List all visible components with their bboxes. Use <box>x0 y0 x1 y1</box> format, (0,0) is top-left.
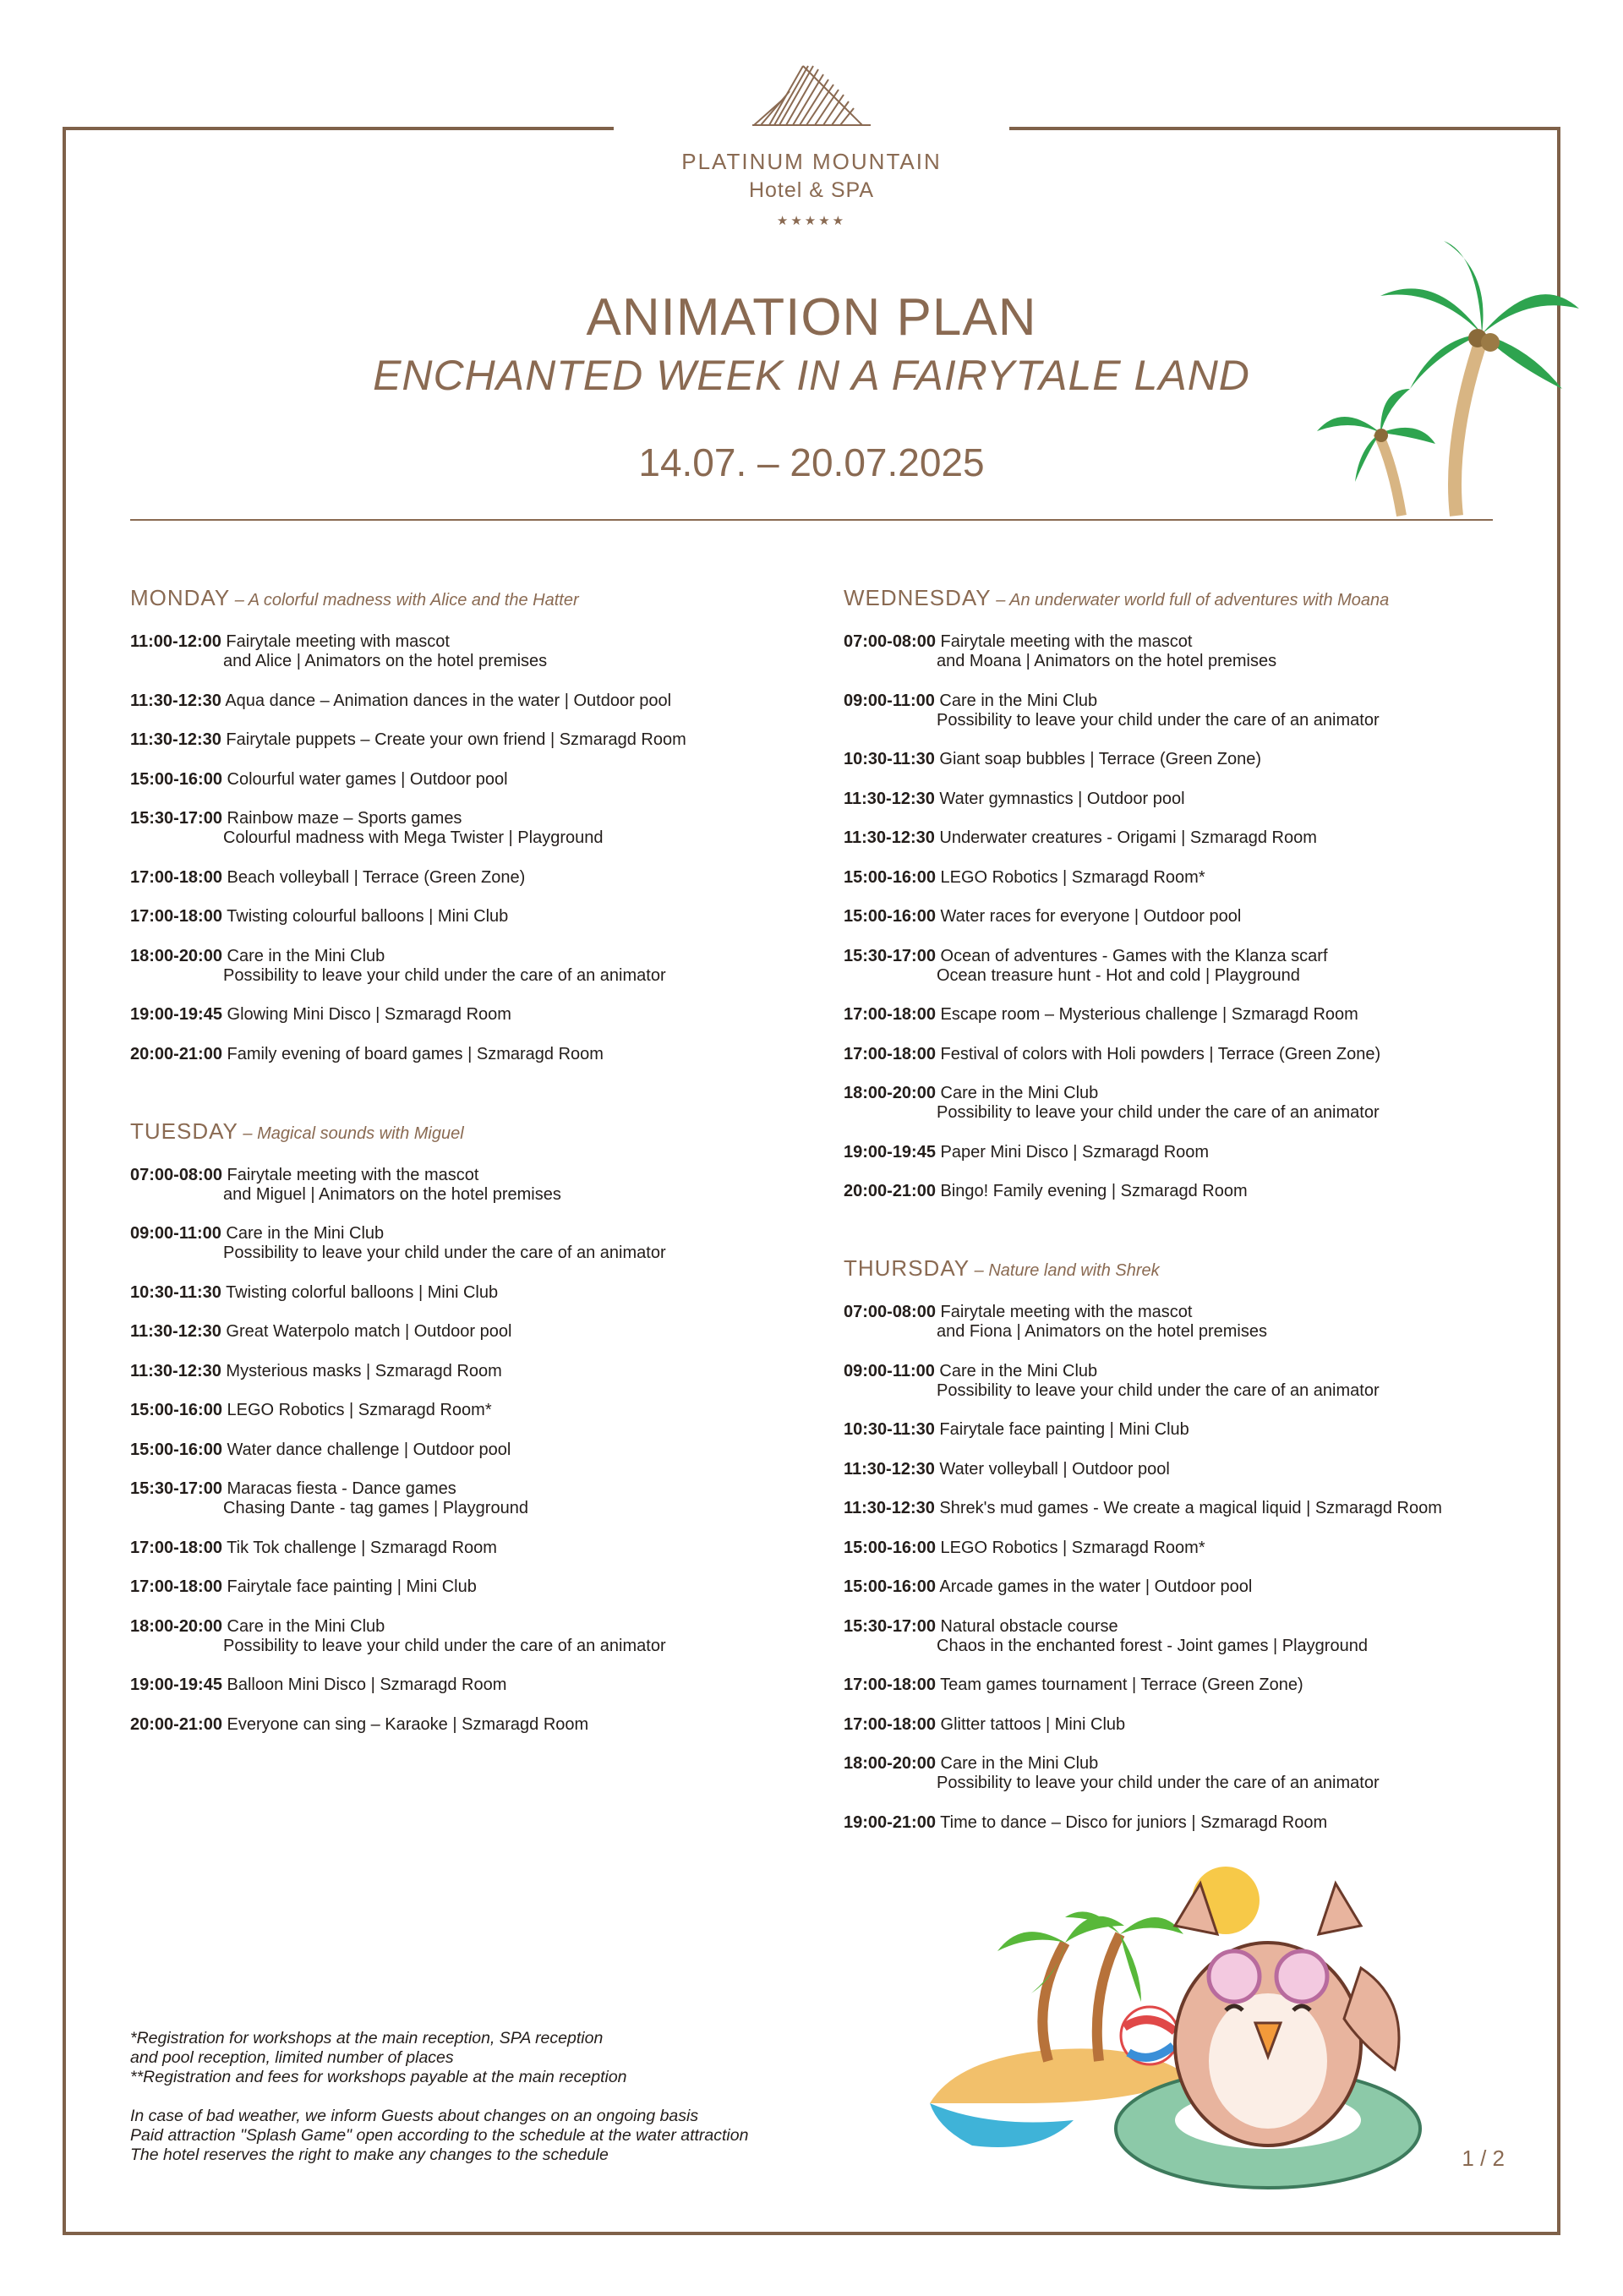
schedule-column-right <box>844 583 1554 1885</box>
event-description: Glowing Mini Disco | Szmaragd Room <box>221 1005 511 1024</box>
event-time: 17:00-18:00 <box>130 1577 222 1596</box>
event-item <box>130 632 840 671</box>
owl-beach-illustration <box>921 1850 1429 2205</box>
event-item <box>130 907 840 927</box>
event-time: 11:00-12:00 <box>130 632 221 651</box>
event-description: Escape room – Mysterious challenge | Szmaragd Room <box>935 1005 1358 1024</box>
frame-left <box>63 127 66 2235</box>
event-item <box>130 1577 840 1597</box>
frame-bottom <box>63 2232 1560 2235</box>
event-description: Twisting colourful balloons | Mini Club <box>221 907 509 926</box>
day-heading <box>844 1254 1554 1286</box>
event-item <box>130 1224 840 1263</box>
event-description: LEGO Robotics | Szmaragd Room* <box>221 1401 492 1419</box>
event-item <box>130 692 840 711</box>
event-description: Water dance challenge | Outdoor pool <box>221 1440 511 1459</box>
page-number: 1 / 2 <box>1462 2146 1505 2171</box>
event-detail: Chaos in the enchanted forest - Joint games | Playground <box>937 1636 1368 1655</box>
event-time: 18:00-20:00 <box>844 1084 936 1102</box>
note-line: Paid attraction "Splash Game" open according to the schedule at the water attraction <box>130 2126 749 2145</box>
event-description: Arcade games in the water | Outdoor pool <box>935 1577 1253 1596</box>
event-time: 10:30-11:30 <box>130 1282 221 1302</box>
event-time: 11:30-12:30 <box>844 828 935 847</box>
event-detail: Possibility to leave your child under the care of an animator <box>223 1636 666 1655</box>
event-item <box>844 1182 1554 1201</box>
event-item <box>844 692 1554 730</box>
event-description: Fairytale meeting with mascot <box>221 632 450 651</box>
event-item <box>844 1715 1554 1735</box>
hotel-subtitle: Hotel & SPA <box>748 178 875 202</box>
event-time: 15:00-16:00 <box>130 1440 222 1459</box>
event-item <box>130 770 840 790</box>
event-detail: and Fiona | Animators on the hotel premises <box>937 1322 1267 1341</box>
event-description: Shrek's mud games - We create a magical liquid | Szmaragd Room <box>934 1499 1442 1517</box>
event-item <box>844 1005 1554 1025</box>
event-item <box>130 1283 840 1303</box>
event-item <box>130 947 840 986</box>
event-description: Fairytale face painting | Mini Club <box>934 1420 1189 1439</box>
event-time: 17:00-18:00 <box>844 1714 936 1734</box>
event-item <box>844 828 1554 848</box>
event-time: 11:30-12:30 <box>844 1459 935 1479</box>
date-range: 14.07. – 20.07.2025 <box>638 440 985 484</box>
event-description: Time to dance – Disco for juniors | Szmaragd Room <box>935 1812 1328 1832</box>
hotel-name: PLATINUM MOUNTAIN <box>681 149 942 174</box>
note-line: *Registration for workshops at the main reception, SPA reception <box>130 2029 604 2047</box>
event-description: Underwater creatures - Origami | Szmaragd Room <box>934 828 1317 847</box>
event-time: 17:00-18:00 <box>130 907 222 926</box>
event-description: Care in the Mini Club <box>221 1616 385 1636</box>
day-name: THURSDAY <box>844 1255 970 1281</box>
schedule-column-left <box>130 583 840 1787</box>
page-subtitle: ENCHANTED WEEK IN A FAIRYTALE LAND <box>373 352 1250 399</box>
event-description: Maracas fiesta - Dance games <box>221 1479 456 1498</box>
event-detail: and Moana | Animators on the hotel premises <box>937 652 1277 670</box>
event-description: Ocean of adventures - Games with the Klanza scarf <box>935 946 1328 965</box>
event-item <box>844 907 1554 927</box>
event-item <box>844 1676 1554 1695</box>
event-item <box>844 1143 1554 1162</box>
event-item <box>844 1577 1554 1597</box>
event-time: 11:30-12:30 <box>844 789 935 808</box>
event-detail: Ocean treasure hunt - Hot and cold | Playground <box>937 965 1300 985</box>
event-item <box>130 1005 840 1025</box>
event-description: Glitter tattoos | Mini Club <box>935 1714 1126 1734</box>
event-time: 09:00-11:00 <box>130 1224 221 1243</box>
event-detail: Possibility to leave your child under the care of an animator <box>937 1103 1380 1122</box>
event-time: 10:30-11:30 <box>844 750 935 768</box>
day-heading <box>130 583 840 615</box>
frame-top-right <box>1009 127 1560 130</box>
event-description: Great Waterpolo match | Outdoor pool <box>221 1322 512 1341</box>
event-time: 09:00-11:00 <box>844 691 935 710</box>
frame-top-left <box>63 127 614 130</box>
event-description: Twisting colorful balloons | Mini Club <box>221 1282 499 1302</box>
event-time: 19:00-21:00 <box>844 1812 936 1832</box>
event-time: 20:00-21:00 <box>130 1044 222 1063</box>
event-description: Care in the Mini Club <box>934 691 1098 710</box>
day-heading <box>130 1117 840 1149</box>
event-time: 19:00-19:45 <box>130 1676 222 1694</box>
event-item <box>130 1617 840 1656</box>
event-time: 18:00-20:00 <box>130 1616 222 1636</box>
event-item <box>844 790 1554 809</box>
event-description: Natural obstacle course <box>935 1616 1118 1636</box>
event-time: 17:00-18:00 <box>130 867 222 887</box>
event-time: 07:00-08:00 <box>844 632 936 651</box>
event-time: 09:00-11:00 <box>844 1361 935 1380</box>
event-time: 11:30-12:30 <box>130 1322 221 1341</box>
event-time: 18:00-20:00 <box>844 1754 936 1773</box>
title-divider <box>130 519 1493 521</box>
event-time: 19:00-19:45 <box>130 1005 222 1024</box>
event-description: Festival of colors with Holi powders | Terrace (Green Zone) <box>935 1044 1381 1063</box>
event-description: Care in the Mini Club <box>221 1224 385 1243</box>
event-time: 19:00-19:45 <box>844 1142 936 1162</box>
day-monday <box>130 583 840 1064</box>
event-item <box>844 1045 1554 1064</box>
event-description: Fairytale puppets – Create your own friend | Szmaragd Room <box>221 730 686 749</box>
event-detail: Possibility to leave your child under the care of an animator <box>937 1380 1380 1400</box>
event-description: Mysterious masks | Szmaragd Room <box>221 1361 502 1380</box>
footer-notes <box>130 2029 942 2165</box>
event-detail: Possibility to leave your child under the care of an animator <box>937 710 1380 730</box>
event-item <box>130 1401 840 1420</box>
event-item <box>130 1676 840 1695</box>
note-line: and pool reception, limited number of places <box>130 2048 454 2067</box>
event-item <box>844 1084 1554 1123</box>
event-description: Care in the Mini Club <box>935 1084 1099 1102</box>
event-item <box>130 730 840 750</box>
event-item <box>844 1754 1554 1793</box>
event-time: 15:00-16:00 <box>844 1538 936 1557</box>
event-description: Paper Mini Disco | Szmaragd Room <box>935 1142 1210 1162</box>
event-description: Care in the Mini Club <box>221 946 385 965</box>
event-item <box>844 1303 1554 1342</box>
event-time: 15:00-16:00 <box>844 1577 936 1596</box>
event-item <box>130 1539 840 1558</box>
event-item <box>130 1322 840 1342</box>
event-description: Fairytale face painting | Mini Club <box>221 1577 477 1596</box>
note-line: The hotel reserves the right to make any changes to the schedule <box>130 2146 609 2164</box>
day-wednesday <box>844 583 1554 1201</box>
event-detail: Possibility to leave your child under the care of an animator <box>223 1244 666 1262</box>
event-item <box>844 750 1554 769</box>
event-item <box>844 1499 1554 1518</box>
hotel-logo <box>642 59 981 228</box>
event-description: Water gymnastics | Outdoor pool <box>934 789 1185 808</box>
event-time: 15:30-17:00 <box>130 809 222 828</box>
event-time: 15:00-16:00 <box>844 907 936 926</box>
event-time: 18:00-20:00 <box>130 946 222 965</box>
event-description: Balloon Mini Disco | Szmaragd Room <box>221 1676 507 1694</box>
event-item <box>130 1715 840 1735</box>
day-tuesday <box>130 1117 840 1735</box>
event-item <box>844 632 1554 671</box>
event-description: LEGO Robotics | Szmaragd Room* <box>935 1538 1205 1557</box>
event-time: 20:00-21:00 <box>130 1714 222 1734</box>
mountain-logo-icon <box>744 59 879 127</box>
event-detail: and Miguel | Animators on the hotel premises <box>223 1184 561 1204</box>
event-item <box>130 1440 840 1460</box>
event-description: Beach volleyball | Terrace (Green Zone) <box>221 867 526 887</box>
event-item <box>130 868 840 888</box>
event-description: LEGO Robotics | Szmaragd Room* <box>935 867 1205 887</box>
event-description: Everyone can sing – Karaoke | Szmaragd Room <box>221 1714 589 1734</box>
event-item <box>130 809 840 848</box>
hotel-stars: ★★★★★ <box>776 213 847 228</box>
event-time: 17:00-18:00 <box>844 1005 936 1024</box>
event-item <box>130 1479 840 1518</box>
event-description: Bingo! Family evening | Szmaragd Room <box>935 1182 1248 1200</box>
event-item <box>130 1045 840 1064</box>
event-description: Water volleyball | Outdoor pool <box>934 1459 1170 1479</box>
event-description: Tik Tok challenge | Szmaragd Room <box>221 1538 497 1557</box>
event-detail: Possibility to leave your child under the care of an animator <box>937 1774 1380 1792</box>
event-item <box>844 1420 1554 1440</box>
event-description: Care in the Mini Club <box>935 1754 1099 1773</box>
day-theme: – A colorful madness with Alice and the Hatter <box>230 591 579 610</box>
event-description: Water races for everyone | Outdoor pool <box>935 907 1242 926</box>
event-description: Fairytale meeting with the mascot <box>221 1165 479 1184</box>
event-description: Fairytale meeting with the mascot <box>935 1303 1193 1321</box>
event-time: 15:30-17:00 <box>844 946 936 965</box>
event-description: Rainbow maze – Sports games <box>221 809 462 828</box>
event-description: Giant soap bubbles | Terrace (Green Zone) <box>934 750 1262 768</box>
note-line: **Registration and fees for workshops payable at the main reception <box>130 2068 627 2086</box>
plan-title-block <box>254 287 1369 485</box>
event-item <box>844 1813 1554 1833</box>
event-time: 07:00-08:00 <box>130 1165 222 1184</box>
event-detail: and Alice | Animators on the hotel premises <box>223 652 548 670</box>
event-time: 15:30-17:00 <box>844 1616 936 1636</box>
day-theme: – Magical sounds with Miguel <box>238 1123 464 1143</box>
day-theme: – An underwater world full of adventures with Moana <box>991 591 1390 610</box>
event-item <box>130 1166 840 1205</box>
event-time: 15:00-16:00 <box>844 867 936 887</box>
event-time: 11:30-12:30 <box>844 1499 935 1517</box>
day-name: WEDNESDAY <box>844 585 992 610</box>
day-name: TUESDAY <box>130 1118 238 1144</box>
page-title: ANIMATION PLAN <box>586 288 1037 347</box>
event-item <box>844 1539 1554 1558</box>
event-time: 20:00-21:00 <box>844 1182 936 1200</box>
event-description: Fairytale meeting with the mascot <box>935 632 1193 651</box>
event-item <box>844 868 1554 888</box>
event-description: Team games tournament | Terrace (Green Zone) <box>935 1676 1303 1694</box>
event-time: 11:30-12:30 <box>130 691 221 710</box>
event-time: 10:30-11:30 <box>844 1420 935 1439</box>
day-theme: – Nature land with Shrek <box>970 1261 1160 1280</box>
event-time: 11:30-12:30 <box>130 1361 221 1380</box>
event-description: Family evening of board games | Szmaragd Room <box>221 1044 604 1063</box>
event-time: 17:00-18:00 <box>844 1676 936 1694</box>
event-detail: Possibility to leave your child under the care of an animator <box>223 965 666 985</box>
day-thursday <box>844 1254 1554 1833</box>
event-item <box>844 947 1554 986</box>
day-heading <box>844 583 1554 615</box>
event-description: Care in the Mini Club <box>934 1361 1098 1380</box>
note-line: In case of bad weather, we inform Guests about changes on an ongoing basis <box>130 2107 699 2125</box>
event-detail: Colourful madness with Mega Twister | Playground <box>223 828 604 847</box>
event-description: Colourful water games | Outdoor pool <box>221 769 508 789</box>
event-item <box>844 1617 1554 1656</box>
event-time: 11:30-12:30 <box>130 730 221 749</box>
event-description: Aqua dance – Animation dances in the water | Outdoor pool <box>221 691 672 710</box>
day-name: MONDAY <box>130 585 231 610</box>
event-time: 07:00-08:00 <box>844 1303 936 1321</box>
event-time: 15:00-16:00 <box>130 1401 222 1419</box>
event-time: 17:00-18:00 <box>130 1538 222 1557</box>
event-time: 15:30-17:00 <box>130 1479 222 1498</box>
event-item <box>844 1362 1554 1401</box>
event-item <box>130 1362 840 1381</box>
event-detail: Chasing Dante - tag games | Playground <box>223 1499 528 1517</box>
event-time: 17:00-18:00 <box>844 1044 936 1063</box>
event-item <box>844 1460 1554 1479</box>
event-time: 15:00-16:00 <box>130 769 222 789</box>
note-spacer <box>130 2087 942 2107</box>
